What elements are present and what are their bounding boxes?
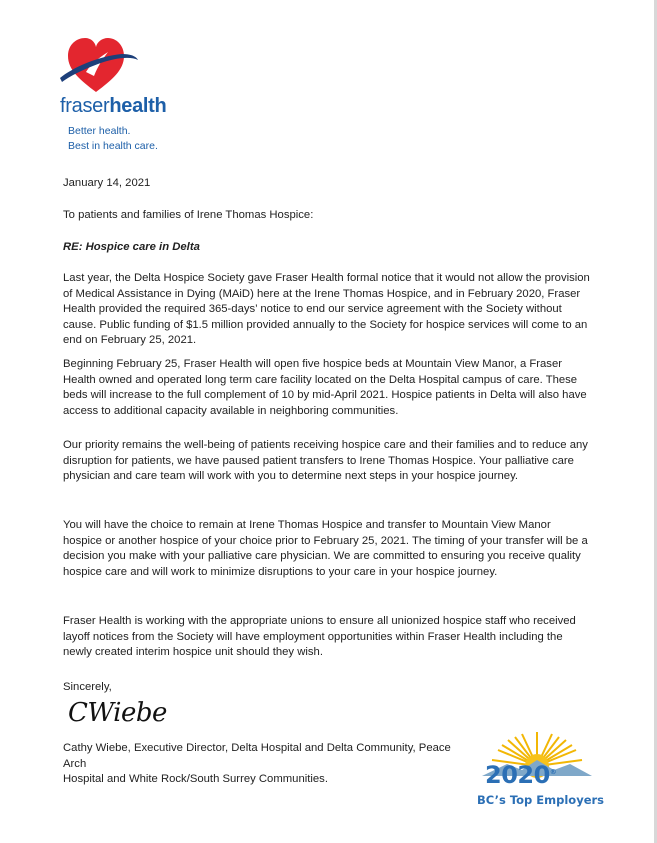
paragraph-text: Fraser Health is working with the appropriate unions to ensure all unionized hospice staff who received layoff notices from the Society will have employment opportunities within Fraser Health including the newly created interim hospice unit should they wish. (63, 615, 576, 659)
heart-logo-icon (58, 34, 148, 96)
brand-light: fraser (60, 95, 110, 117)
tagline-line-2: Best in health care. (68, 140, 158, 152)
signer-block (63, 741, 463, 788)
paragraph-choice (63, 518, 591, 580)
letter-salutation: To patients and families of Irene Thomas Hospice: (63, 209, 314, 221)
tagline-line-1: Better health. (68, 125, 131, 137)
award-year-text: 2020 (485, 761, 550, 789)
letter-re-line: RE: Hospice care in Delta (63, 241, 200, 253)
paragraph-staff (63, 614, 591, 661)
paragraph-text: Last year, the Delta Hospice Society gave Fraser Health formal notice that it would not allow the provision of Medical Assistance in Dying (MAiD) here at the Irene Thomas Hospice, and in February 2020, Fraser Health provided the required 365-days’ notice to end our service agreement with the Society without cause. Public funding of $1.5 million provided annually to the Society for hospice services will come to an end on February 25, 2021. (63, 272, 590, 347)
letter-closing: Sincerely, (63, 681, 112, 693)
award-label: BC’s Top Employers (477, 793, 605, 807)
brand-wordmark (60, 95, 166, 118)
registered-mark: ® (549, 768, 557, 776)
paragraph-maid-notice (63, 271, 591, 349)
paragraph-text: Our priority remains the well-being of patients receiving hospice care and their families and to reduce any disruption for patients, we have paused patient transfers to Irene Thomas Hospice. Your palliative care physician and care team will work with you to determine next steps in your hospice journey. (63, 439, 588, 483)
paragraph-priority (63, 438, 591, 485)
signer-line-2: Hospital and White Rock/South Surrey Communities. (63, 773, 328, 786)
paragraph-new-beds (63, 357, 591, 419)
signer-line-1: Cathy Wiebe, Executive Director, Delta Hospital and Delta Community, Peace Arch (63, 742, 451, 770)
paragraph-text: You will have the choice to remain at Irene Thomas Hospice and transfer to Mountain View Manor hospice or another hospice of your choice prior to February 25, 2021. The timing of your transfer will be a decision you make with your palliative care physician. We are committed to ensuring you receive quality hospice care and will work to minimize disruptions to your care in your hospice journey. (63, 519, 588, 578)
brand-tagline (68, 124, 158, 154)
brand-bold: health (109, 95, 167, 117)
paragraph-text: Beginning February 25, Fraser Health will open five hospice beds at Mountain View Manor, a Fraser Health owned and operated long term care facility located on the Delta Hospital campus of care. These beds will increase to the full complement of 10 by mid-April 2021. Hospice patients in Delta will also have access to additional capacity available in neighboring communities. (63, 358, 587, 417)
letter-date: January 14, 2021 (63, 177, 151, 189)
handwritten-signature: CWiebe (68, 698, 167, 728)
award-year (485, 761, 556, 789)
